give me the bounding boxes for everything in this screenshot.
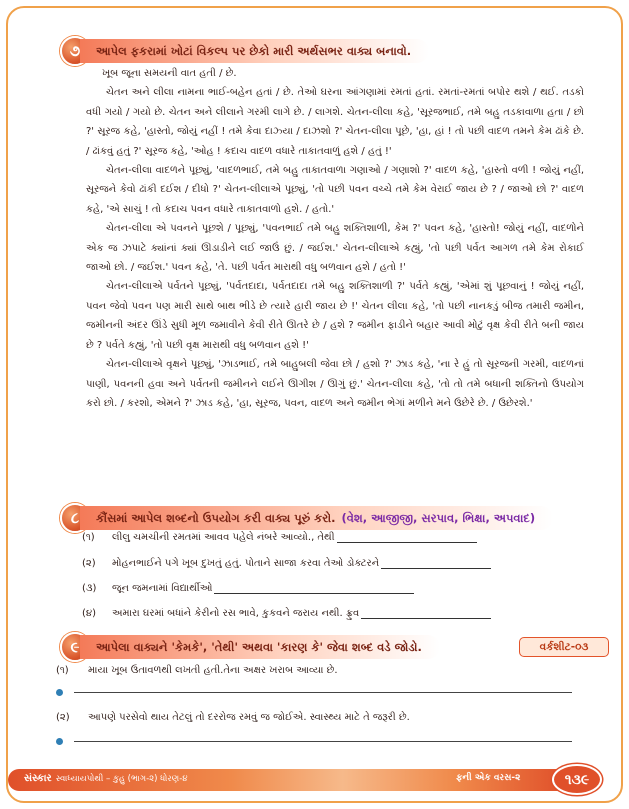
join-question (56, 665, 338, 676)
section-8-options: (વેશ, આજીજી, સરપાવ, ભિક્ષા, અપવાદ) (341, 510, 536, 525)
section-8-header (60, 503, 553, 533)
answer-rule (74, 741, 572, 742)
answer-blank[interactable] (337, 531, 477, 543)
footer-brand (24, 773, 188, 784)
question-text: મોહનભાઈને પગે ખૂબ દુખતું હતું. પોતાને સાજા કરવા તેઓ ડોક્ટરને (112, 557, 380, 569)
section-9-number: ૯ (60, 632, 90, 662)
answer-rule (74, 692, 572, 693)
section-9-title-text: આપેલા વાક્યને 'કેમકે', 'તેથી' અથવા 'કારણ કે' જેવા શબ્દ વડે જોડો. (96, 639, 422, 654)
question-text: આપણે પરસેવો થાય તેટલું તો દરરોજ રમવું જ જોઈએ. સ્વાસ્થ્ય માટે તે જરૂરી છે. (88, 712, 410, 723)
bullet-dot-icon (56, 689, 63, 696)
section-7-title (80, 39, 429, 63)
section-8-title (80, 506, 553, 530)
fill-question (82, 582, 414, 594)
fill-question (82, 607, 491, 619)
page-number: ૧૩૯ (552, 764, 602, 795)
fill-question (82, 557, 491, 569)
section-8-number: ૮ (60, 503, 90, 533)
footer-brand-name: સંસ્કાર (24, 773, 52, 784)
question-number: (૪) (82, 607, 97, 619)
section-9-title (80, 635, 440, 659)
answer-line[interactable] (56, 689, 572, 699)
section-7-title-text: આપેલ ફકરામાં ખોટાં વિકલ્પ પર છેકો મારી અર્થસભર વાક્ય બનાવો. (96, 43, 412, 58)
section-7-header (60, 36, 429, 66)
story-paragraph: ચેતન-લીલા એ પવનને પૂછશે / પૂછ્યું, 'પવનભાઈ તમે બહુ શક્તિશાળી, કેમ ?' પવન કહે, 'હાસ્તો! જોયું નહીં, વાદળોને એક જ ઝપાટે ક્યાંનાં ક્યાં ઊડાડીને લઈ જાઉં છું. / જઈશ.' ચેતન-લીલાએ કહ્યું, 'તો પછી પર્વત આગળ તમે કેમ રોકાઈ જાઓ છો. / જઈશ.' પવન કહે, 'તે. પછી પર્વત મારાથી વધુ બળવાન હશે / હતો !' (86, 223, 584, 274)
answer-line[interactable] (56, 738, 572, 748)
question-number: (૩) (82, 582, 97, 594)
story-paragraph: ચેતન-લીલાએ વૃક્ષને પૂછ્યું, 'ઝાડભાઈ, તમે બાહુબલી જેવા છો / હશો ?' ઝાડ કહે, 'ના રે હું તો સૂરજની ગરમી, વાદળનાં પાણી, પવનની હવા અને પર્વતની જમીનને લઈને ઊગીશ / ઊગું છું.' ચેતન-લીલા કહે, 'તો તો તમે બધાની શક્તિનો ઉપયોગ કરો છો. / કરશો, એમને ?' ઝાડ કહે, 'હા, સૂરજ, પવન, વાદળ અને જમીન ભેગાં મળીને મને ઉછેરે છે. / ઉછેરશે.' (86, 359, 584, 409)
question-text: માયા ખૂબ ઉતાવળથી લખતી હતી.તેના અક્ષર ખરાબ આવ્યા છે. (88, 665, 338, 676)
answer-blank[interactable] (214, 582, 414, 594)
fill-question (82, 531, 477, 543)
footer-right-text: ફની એક વરસ-૨ (456, 773, 521, 783)
question-number: (૧) (56, 665, 69, 676)
question-number: (૨) (56, 712, 70, 723)
question-number: (૧) (82, 531, 95, 543)
question-number: (૨) (82, 557, 96, 569)
question-text: જૂન જમનામાં વિદ્યાર્થીઓ (112, 582, 213, 594)
story-paragraph: ચેતન અને લીલા નામના ભાઈ-બહેન હતાં / છે. તેઓ ઘરના આંગણામાં રમતાં હતાં. રમતાં-રમતાં બપોર થશે / થઈ. તડકો વધી ગયો / ગયો છે. ચેતન અને લીલાને ગરમી લાગે છે. / લાગશે. ચેતન-લીલા કહે, 'સૂરજભાઈ, તમે બહુ તડકાવાળા હતા / છો ?' સૂરજ કહે, 'હાસ્તો, જોયું નહીં ! તમે કેવા દાઝ્યા / દાઝશો ?' ચેતન-લીલા પૂછે, 'હા, હાં ! તો પછી વાદળ તમને કેમ ઢાંકે છે. / ઢાંકવું હતું ?' સૂરજ કહે, 'ઓહ ! કદાચ વાદળ વધારે તાકાતવાળું હશે / હતું !' (86, 87, 584, 157)
story-paragraph: ચેતન-લીલા વાદળને પૂછ્યું, 'વાદળભાઈ, તમે બહુ તાકાતવાળા ગણાઓ / ગણાશો ?' વાદળ કહે, 'હાસ્તો વળી ! જોયું નહીં, સૂરજને કેવો ઢાંકી દઈશ / દીધો ?' ચેતન-લીલાએ પૂછ્યું, 'તો પછી પવન વચ્ચે તમે કેમ વેરાઈ જાય છે ? / જાઓ છો ?' વાદળ કહે, 'એ સાચું ! તો કદાચ પવન વધારે તાકાતવાળો હશે. / હતો.' (86, 165, 584, 215)
footer-subtitle: સ્વાધ્યાયપોથી – કુહુ (ભાગ-૨) ધોરણ-૪ (55, 774, 188, 784)
story-paragraph: ખૂબ જૂના સમયની વાત હતી / છે. (102, 68, 237, 79)
section-9-header (60, 632, 440, 662)
section-7-number: ૭ (60, 36, 90, 66)
bullet-dot-icon (56, 738, 63, 745)
answer-blank[interactable] (381, 557, 491, 569)
question-text: લીલુ ચમચીની રમતમાં આવવ પહેલે નંબરે આવ્યો., તેથી (112, 531, 335, 543)
page-footer (0, 763, 629, 801)
worksheet-badge: વર્કશીટ-૦૩ (519, 637, 609, 657)
story-paragraph: ચેતન-લીલાએ પર્વતને પૂછ્યું, 'પર્વતદાદા, પર્વતદાદા તમે બહુ શક્તિશાળી ?' પર્વતે કહ્યું, 'એમાં શું પૂછવાનું ! જોયું નહીં, પવન જેવો પવન પણ મારી સાથે બાથ ભીડે છે ત્યારે હારી જાય છે !' ચેતન લીલા કહે, 'તો પછી નાનકડું બીજ તમારી જમીન, જમીનની અંદર ઊંડે સુધી મૂળ જમાવીને કેવી રીતે ઊતરે છે / હશે ? જમીન ફાડીને બહાર આવી મોટું વૃક્ષ કેવી રીતે બની જાય છે ? પર્વતે કહ્યું, 'તો પછી વૃક્ષ મારાથી વધુ બળવાન હશે !' (86, 281, 584, 351)
answer-blank[interactable] (361, 607, 491, 619)
section-8-title-text: કૌંસમાં આપેલ શબ્દનો ઉપયોગ કરી વાક્ય પૂરું કરો. (96, 510, 336, 525)
join-question (56, 712, 410, 723)
section-7-story (86, 64, 584, 413)
question-text: અમારા ઘરમાં બધાંને કેરીનો રસ ભાવે, કુકવને જરાય નથી. ફ્રુવ (112, 607, 360, 619)
